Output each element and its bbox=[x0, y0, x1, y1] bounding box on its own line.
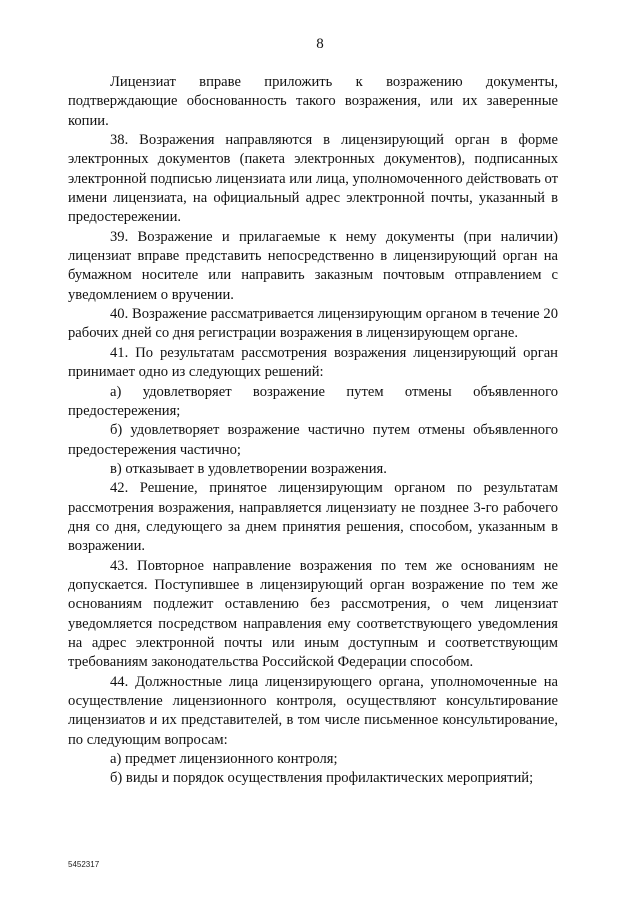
paragraph-44-a: а) предмет лицензионного контроля; bbox=[110, 751, 338, 768]
paragraph-40: 40. Возражение рассматривается лицензирующим органом в течение 20 рабочих дней со дня регистрации возражения в лицензирующем органе. bbox=[68, 306, 558, 342]
paragraph-42: 42. Решение, принятое лицензирующим органом по результатам рассмотрения возражения, направляется лицензиату не позднее 3-го рабочего дня со дня, следующего за днем принятия решения, способом, указанным в возражении. bbox=[68, 480, 558, 555]
paragraph-39: 39. Возражение и прилагаемые к нему документы (при наличии) лицензиат вправе представить непосредственно в лицензирующий орган на бумажном носителе или направить заказным почтовым отправлением с уведомлением о вручении. bbox=[68, 228, 558, 303]
paragraph-41: 41. По результатам рассмотрения возражения лицензирующий орган принимает одно из следующих решений: bbox=[68, 344, 558, 381]
paragraph-43: 43. Повторное направление возражения по тем же основаниям не допускается. Поступившее в лицензирующий орган возражение по тем же основаниям подлежит оставлению без рассмотрения, о чем лицензиат уведомляется посредством направления ему соответствующего уведомления на адрес электронной почты или иным доступным и соответствующим требованиям законодательства Российской Федерации способом. bbox=[68, 557, 558, 671]
document-body bbox=[68, 73, 558, 789]
page-number: 8 bbox=[316, 36, 324, 52]
paragraph-continuation: Лицензиат вправе приложить к возражению документы, подтверждающие обоснованность такого возражения, или их заверенные копии. bbox=[68, 74, 558, 129]
paragraph-41-b: б) удовлетворяет возражение частично путем отмены объявленного предостережения частично; bbox=[68, 422, 558, 458]
paragraph-41-a: а) удовлетворяет возражение путем отмены объявленного предостережения; bbox=[68, 383, 558, 419]
paragraph-44-b: б) виды и порядок осуществления профилактических мероприятий; bbox=[110, 770, 534, 787]
paragraph-41-v: в) отказывает в удовлетворении возражения. bbox=[110, 460, 387, 477]
paragraph-38: 38. Возражения направляются в лицензирующий орган в форме электронных документов (пакета электронных документов), подписанных электронной подписью лицензиата или лица, уполномоченного действовать от имени лицензиата, на официальный адрес электронной почты, указанный в предостережении. bbox=[68, 132, 558, 226]
paragraph-44: 44. Должностные лица лицензирующего органа, уполномоченные на осуществление лицензионного контроля, осуществляют консультирование лицензиатов и их представителей, в том числе письменное консультирование, по следующим вопросам: bbox=[68, 673, 558, 748]
document-id: 5452317 bbox=[68, 860, 100, 869]
